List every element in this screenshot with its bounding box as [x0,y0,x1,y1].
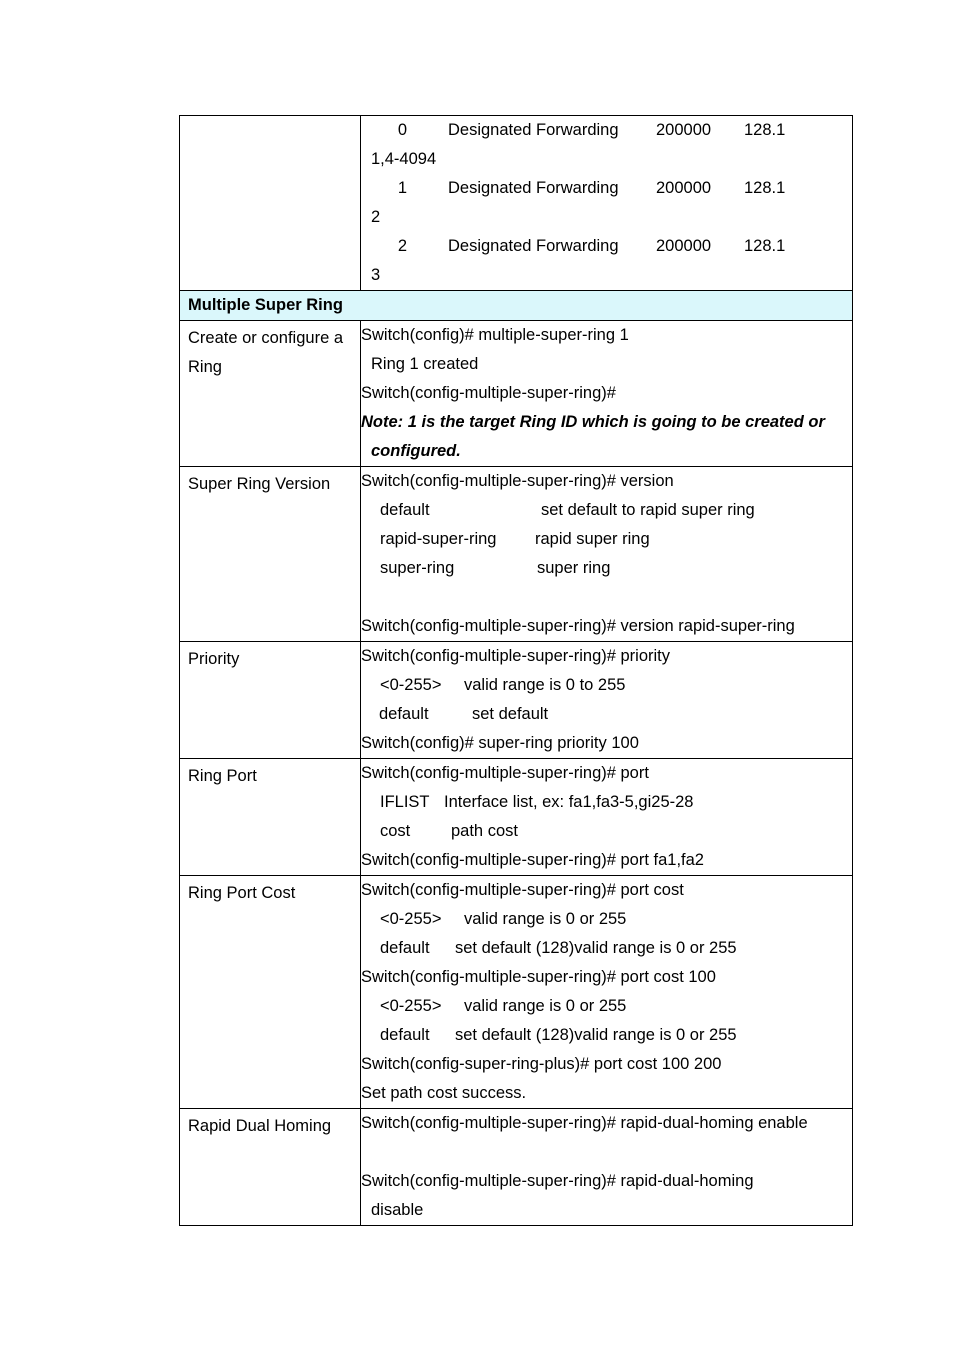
command-line: Switch(config-multiple-super-ring)# rapid-dual-homing [361,1172,754,1190]
note-text-cont: configured. [371,442,461,460]
stp-state: Forwarding [536,179,619,197]
option-key: cost [380,822,411,840]
row-label: Super Ring Version [188,475,331,493]
option-key: default [379,705,429,723]
stp-vlan: 1,4-4094 [371,150,437,168]
command-table [179,115,853,1226]
stp-instance-id: 0 [397,121,407,139]
option-key: <0-255> [380,676,442,694]
empty-label-cell [180,116,361,291]
option-desc: valid range is 0 or 255 [464,910,627,928]
command-line: Switch(config-multiple-super-ring)# [361,384,616,402]
option-line [361,700,852,729]
stp-output-cell [361,116,853,291]
option-desc: valid range is 0 or 255 [464,997,627,1015]
option-desc: path cost [451,822,518,840]
command-line: Switch(config-multiple-super-ring)# priority [361,647,671,665]
command-row-version [180,467,853,642]
option-line [361,671,852,700]
command-line: Switch(config-multiple-super-ring)# version [361,472,674,490]
option-desc: set default (128)valid range is 0 or 255 [455,939,737,957]
option-line [361,1021,852,1050]
row-label: Rapid Dual Homing [188,1117,332,1135]
command-row-port-cost [180,876,853,1109]
stp-state: Forwarding [536,121,619,139]
row-label: Create or configure a Ring [188,329,344,376]
command-line: Switch(config-multiple-super-ring)# version rapid-super-ring [361,617,795,635]
command-line: Switch(config-multiple-super-ring)# port [361,764,649,782]
section-header-row [180,291,853,321]
stp-state: Forwarding [536,237,619,255]
option-line [361,934,852,963]
option-key: <0-255> [380,910,442,928]
stp-output-row [180,116,853,291]
stp-priority: 128.1 [744,179,786,197]
option-desc: set default (128)valid range is 0 or 255 [455,1026,737,1044]
option-key: IFLIST [380,793,430,811]
command-line: Switch(config-super-ring-plus)# port cost 100 200 [361,1055,722,1073]
option-desc: Interface list, ex: fa1,fa3-5,gi25-28 [444,793,694,811]
stp-cost: 200000 [656,121,712,139]
row-label: Ring Port Cost [188,884,296,902]
row-label: Ring Port [188,767,257,785]
stp-entry [361,116,852,174]
note-text: Note: 1 is the target Ring ID which is going to be created or [361,413,825,431]
stp-entry [361,174,852,232]
option-key: default [380,1026,430,1044]
section-title: Multiple Super Ring [180,291,853,321]
command-line: Switch(config)# multiple-super-ring 1 [361,326,629,344]
stp-role: Designated [448,121,532,139]
option-line [361,992,852,1021]
command-line: Switch(config-multiple-super-ring)# port fa1,fa2 [361,851,704,869]
command-row-dual-homing [180,1109,853,1226]
stp-vlan: 3 [371,266,381,284]
command-line: Switch(config-multiple-super-ring)# rapid-dual-homing enable [361,1114,808,1132]
stp-role: Designated [448,179,532,197]
command-row-ring-port [180,759,853,876]
command-line-cont: disable [371,1201,424,1219]
option-line [361,525,852,554]
command-row-priority [180,642,853,759]
stp-entry [361,232,852,290]
option-key: <0-255> [380,997,442,1015]
option-desc: set default to rapid super ring [541,501,755,519]
option-key: super-ring [380,559,455,577]
stp-cost: 200000 [656,237,712,255]
option-line [361,788,852,817]
option-line [361,817,852,846]
option-key: default [380,939,430,957]
command-row-create-ring [180,321,853,467]
option-desc: super ring [537,559,611,577]
option-desc: valid range is 0 to 255 [464,676,626,694]
option-key: rapid-super-ring [380,530,497,548]
command-output: Set path cost success. [361,1084,527,1102]
option-desc: rapid super ring [535,530,650,548]
option-key: default [380,501,430,519]
option-desc: set default [472,705,549,723]
command-output: Ring 1 created [371,355,479,373]
command-line: Switch(config-multiple-super-ring)# port cost [361,881,684,899]
command-line: Switch(config)# super-ring priority 100 [361,734,639,752]
stp-priority: 128.1 [744,121,786,139]
option-line [361,905,852,934]
stp-instance-id: 1 [397,179,407,197]
stp-role: Designated [448,237,532,255]
row-label: Priority [188,650,240,668]
option-line [361,496,852,525]
stp-vlan: 2 [371,208,381,226]
option-line [361,554,852,583]
stp-instance-id: 2 [397,237,407,255]
stp-priority: 128.1 [744,237,786,255]
command-line: Switch(config-multiple-super-ring)# port cost 100 [361,968,716,986]
stp-cost: 200000 [656,179,712,197]
